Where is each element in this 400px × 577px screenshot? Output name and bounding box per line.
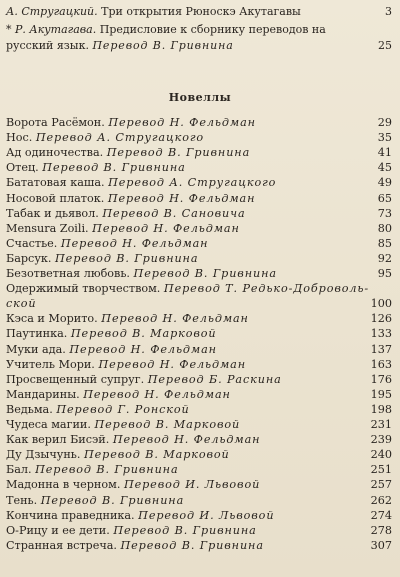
translator: Перевод В. Гривнина <box>40 493 185 507</box>
page-number: 92 <box>377 251 392 265</box>
entry-title: Одержимый творчеством. <box>6 282 164 296</box>
entry-text <box>6 343 217 357</box>
translator: Перевод В. Гривнина <box>106 146 251 160</box>
page-number: 85 <box>377 236 392 250</box>
translator: Перевод В. Гривнина <box>92 39 234 52</box>
entry-text <box>6 418 240 432</box>
translator: Перевод В. Гривнина <box>133 267 277 280</box>
entry-title: Паутинка. <box>6 327 71 341</box>
entry-text <box>6 312 249 326</box>
page-number: 65 <box>377 191 392 205</box>
page-number: 262 <box>370 493 392 507</box>
page-number: 176 <box>370 372 392 386</box>
translator: Перевод Т. Редько-Доброволь- <box>163 282 370 296</box>
entry-text <box>6 358 246 372</box>
entry-title: Мандарины. <box>6 387 84 401</box>
entry-text <box>6 267 277 281</box>
intro-author: А. Стругацкий. <box>6 5 98 18</box>
translator: Перевод В. Гривнина <box>113 523 257 537</box>
page-number: 274 <box>370 508 392 522</box>
page-number: 240 <box>370 448 392 462</box>
page-number: 231 <box>370 418 392 431</box>
intro-entry-continuation <box>6 38 392 53</box>
entry-title: Бататовая каша. <box>6 176 109 190</box>
translator: Перевод В. Гривнина <box>42 161 186 175</box>
entry-title: Mensura Zoili. <box>6 221 93 235</box>
entry-text <box>6 388 231 402</box>
translator: Перевод Н. Фельдман <box>83 387 231 401</box>
entry-title: Безответная любовь. <box>6 267 134 280</box>
entry-title: Отец. <box>6 161 43 175</box>
entry-text <box>6 222 240 236</box>
translator: Перевод Н. Фельдман <box>107 191 256 205</box>
translator: Перевод В. Гривнина <box>35 463 179 477</box>
intro-title: Три открытия Рюноскэ Акутагавы <box>97 5 301 18</box>
entry-text <box>6 282 369 296</box>
entry-title: Кончина праведника. <box>6 508 139 522</box>
page-number: 49 <box>377 176 392 190</box>
page-number: 80 <box>377 221 392 235</box>
translator: Перевод Б. Раскина <box>147 372 282 386</box>
translator: Перевод Н. Фельдман <box>98 357 246 371</box>
translator: Перевод В. Сановича <box>102 206 246 220</box>
translator: Перевод Н. Фельдман <box>101 312 249 326</box>
translator-cont: ской <box>6 297 37 311</box>
entry-title: Ворота Расёмон. <box>6 116 109 129</box>
entry-title: Ду Дзычунь. <box>6 448 84 462</box>
page-number: 29 <box>377 116 392 129</box>
entry-title: Носовой платок. <box>6 191 108 205</box>
entry-title: Ведьма. <box>6 402 57 416</box>
page-number: 100 <box>370 297 392 311</box>
entry-text <box>6 176 276 190</box>
section-title: Новеллы <box>168 91 232 104</box>
entry-title: Тень. <box>6 493 41 507</box>
page-number: 195 <box>370 387 392 401</box>
page-number: 35 <box>377 131 392 145</box>
intro-title-cont: русский язык. <box>6 39 93 52</box>
page-number: 239 <box>370 433 392 447</box>
entry-title: Чудеса магии. <box>6 418 95 431</box>
entry-title: Счастье. <box>6 236 61 250</box>
entry-text <box>6 327 217 341</box>
translator: Перевод Н. Фельдман <box>69 342 217 356</box>
translator: Перевод В. Марковой <box>83 448 230 462</box>
entry-text <box>6 433 260 447</box>
entry-text <box>6 539 264 553</box>
entry-title: Бал. <box>6 463 36 477</box>
entry-title: Мадонна в черном. <box>6 478 124 492</box>
entry-text <box>6 252 198 266</box>
entry-text <box>6 448 230 462</box>
entry-text <box>6 116 256 130</box>
page-number: 307 <box>370 538 392 552</box>
translator: Перевод А. Стругацкого <box>35 131 205 145</box>
page-number: 3 <box>385 5 392 18</box>
page-number: 41 <box>377 146 392 160</box>
translator: Перевод В. Марковой <box>70 327 217 341</box>
translator: Перевод В. Гривнина <box>55 251 199 265</box>
entry-text <box>6 207 246 221</box>
entry-text <box>6 237 208 251</box>
entry-text <box>6 192 255 206</box>
entry-title: Учитель Мори. <box>6 357 99 371</box>
page-number: 163 <box>370 357 392 371</box>
page-number: 137 <box>370 342 392 356</box>
translator: Перевод А. Стругацкого <box>108 176 277 190</box>
entry-title: Муки ада. <box>6 342 70 356</box>
page-number: 95 <box>377 267 392 280</box>
entry-text <box>6 161 186 175</box>
translator: Перевод В. Марковой <box>94 418 241 431</box>
intro-author: * Р. Акутагава. <box>6 23 97 36</box>
entry-title: Нос. <box>6 131 36 145</box>
translator: Перевод Н. Фельдман <box>108 116 256 129</box>
translator: Перевод И. Львовой <box>123 478 261 492</box>
entry-title: Ад одиночества. <box>6 146 107 160</box>
entry-title: Просвещенный супруг. <box>6 372 148 386</box>
translator: Перевод В. Гривнина <box>120 538 264 552</box>
entry-title: Табак и дьявол. <box>6 206 103 220</box>
entry-text <box>6 146 250 160</box>
translator: Перевод Н. Фельдман <box>92 221 240 235</box>
entry-title: Странная встреча. <box>6 538 121 552</box>
page-number: 73 <box>377 206 392 220</box>
page-number: 251 <box>370 463 392 477</box>
entry-title: Барсук. <box>6 251 56 265</box>
entry-text <box>6 509 274 523</box>
page-number: 198 <box>370 402 392 416</box>
entry-text <box>6 524 257 538</box>
entry-title: Кэса и Морито. <box>6 312 102 326</box>
page-number: 45 <box>377 161 392 175</box>
translator: Перевод Г. Ронской <box>56 402 190 416</box>
intro-entry <box>6 4 392 19</box>
page-number: 278 <box>370 523 392 537</box>
translator: Перевод Н. Фельдман <box>60 236 209 250</box>
page-number: 25 <box>378 39 392 52</box>
translator: Перевод И. Львовой <box>138 508 275 522</box>
entry-text <box>6 478 260 492</box>
entry-text <box>6 131 204 145</box>
entry-text <box>6 494 184 508</box>
page-number: 126 <box>370 312 392 326</box>
intro-entry <box>6 22 392 37</box>
page-number: 133 <box>370 327 392 341</box>
translator: Перевод Н. Фельдман <box>112 433 261 447</box>
entry-text <box>6 373 282 387</box>
entry-text <box>6 403 190 417</box>
intro-title: Предисловие к сборнику переводов на <box>96 23 326 36</box>
entry-title: Как верил Бисэй. <box>6 433 113 447</box>
entry-title: О-Рицу и ее дети. <box>6 523 114 537</box>
page-number: 257 <box>370 478 392 492</box>
entry-text <box>6 463 179 477</box>
